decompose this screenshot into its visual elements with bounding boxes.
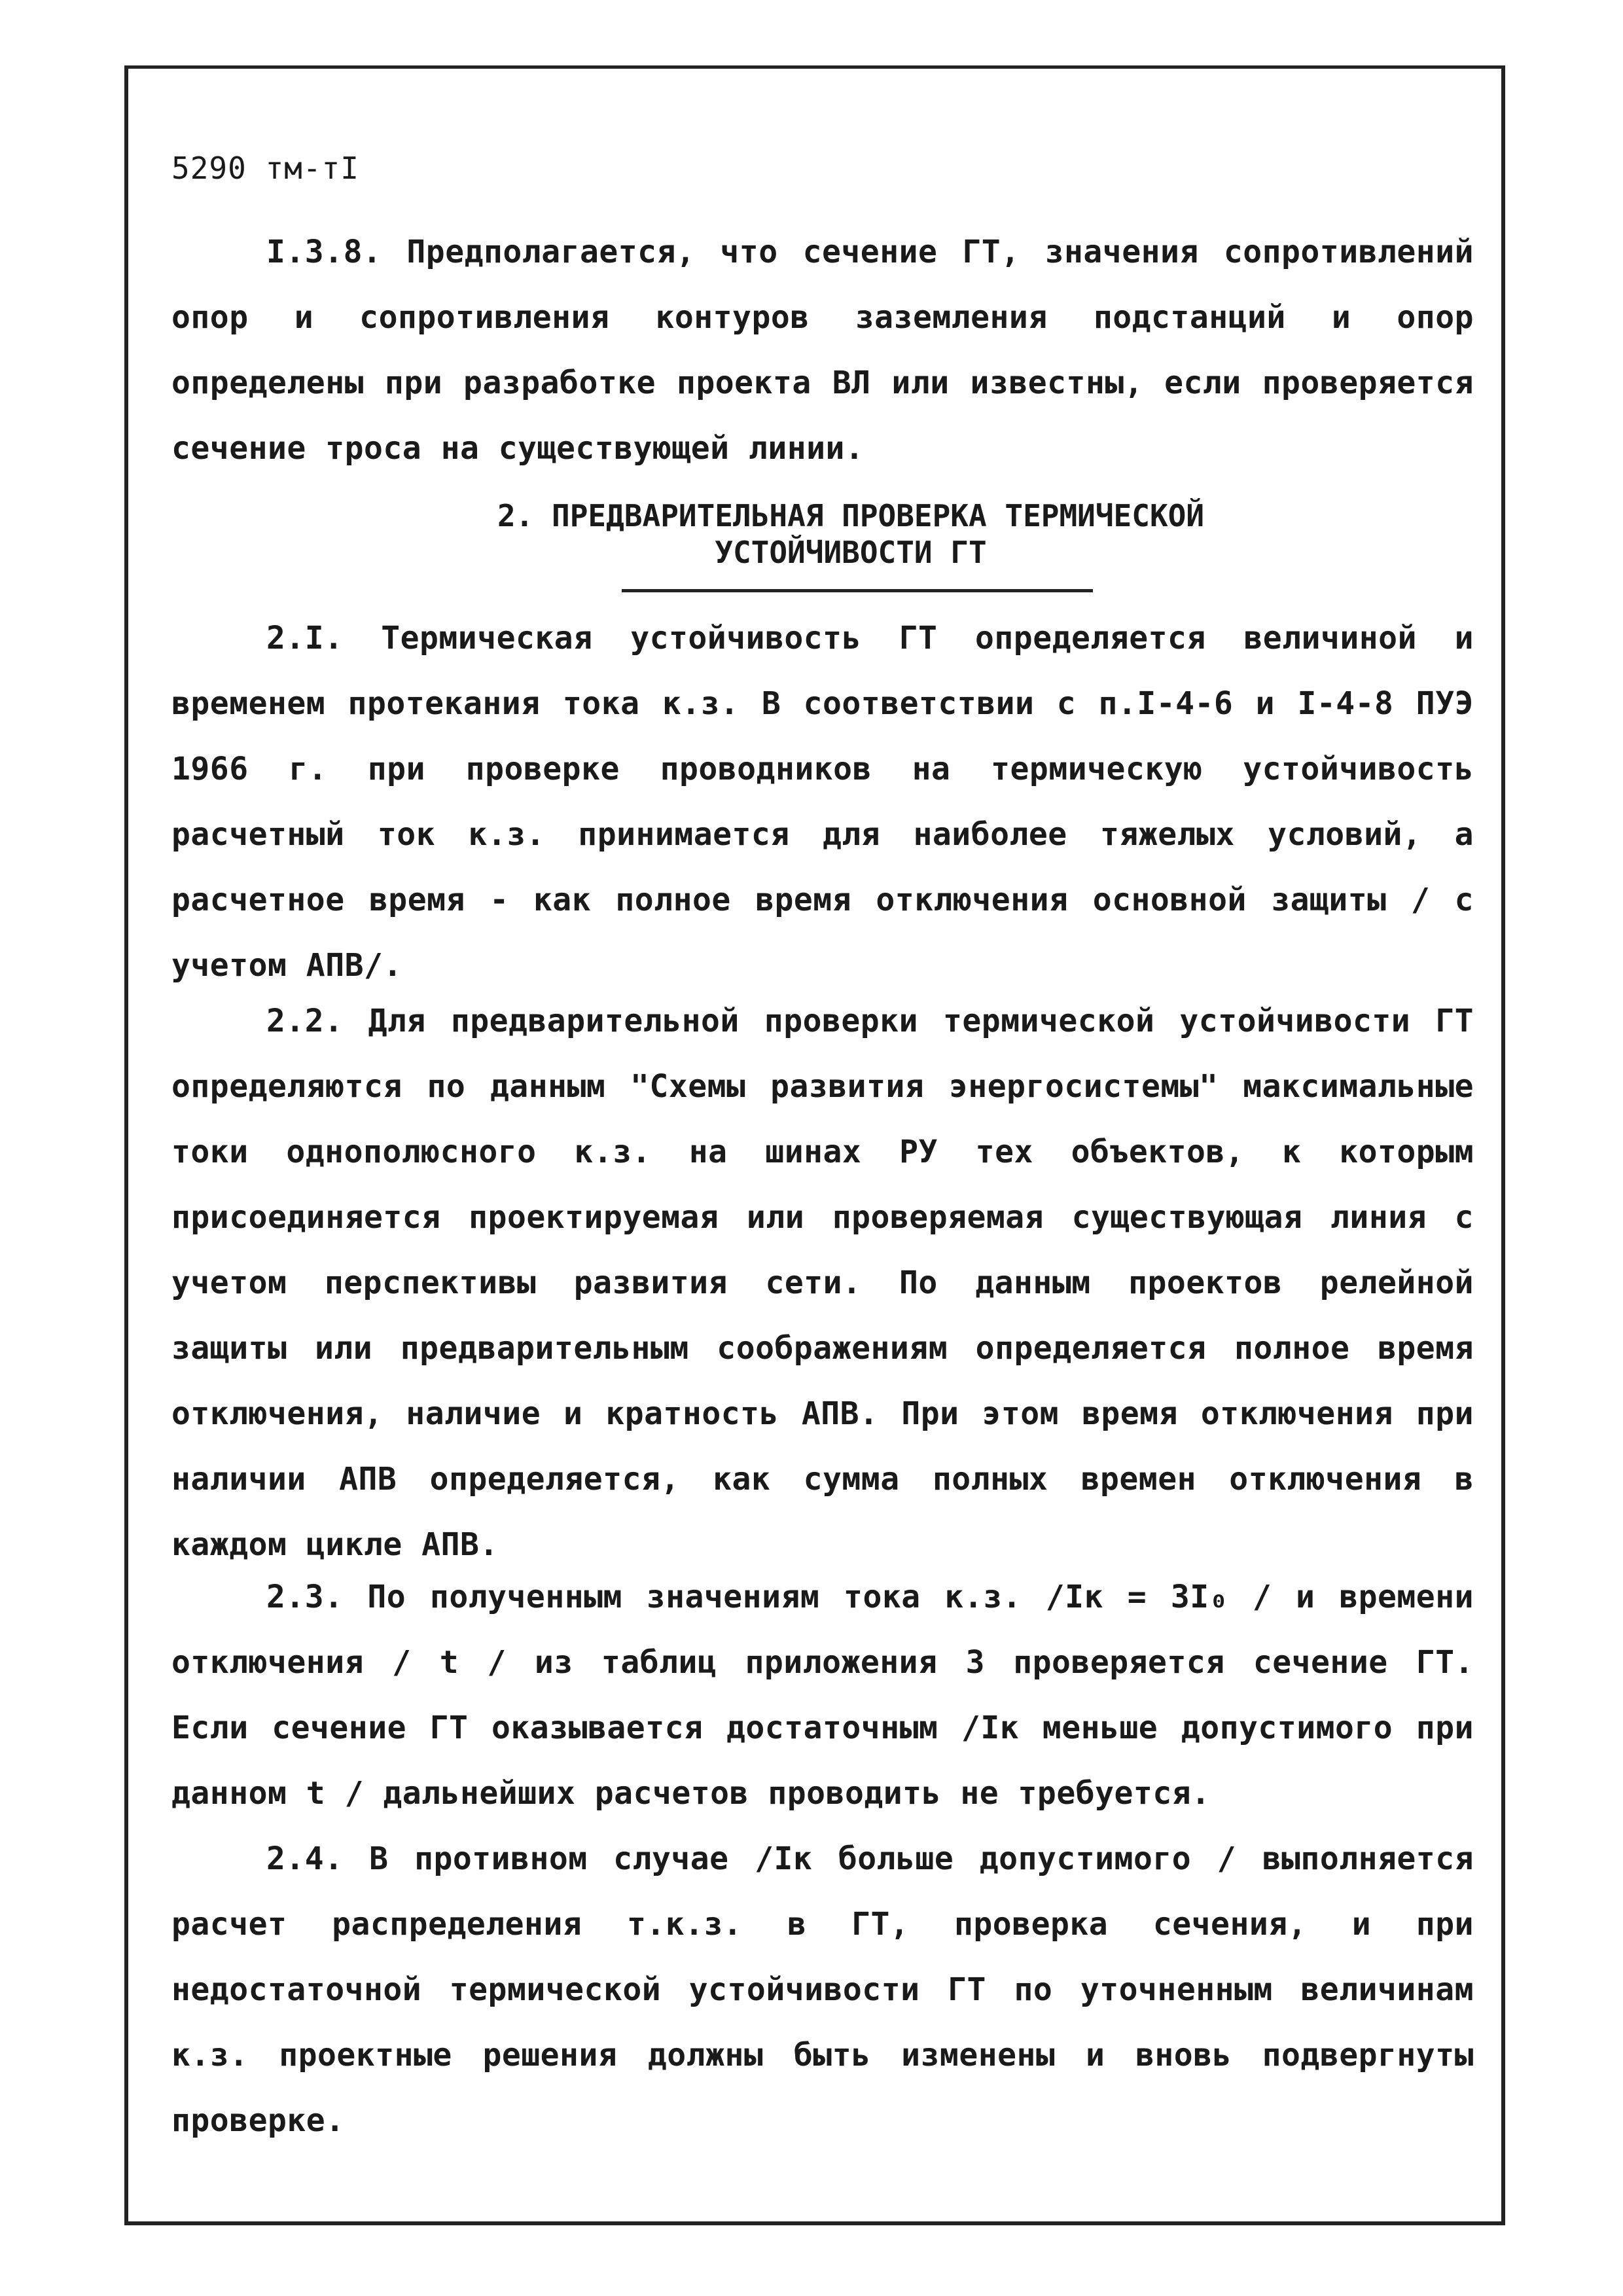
paragraph-2-2: 2.2. Для предварительной проверки термической устойчивости ГТ определяются по данным "Схемы развития энергосистемы" максимальные токи однополюсного к.з. на шинах РУ тех объектов, к которым присоединяется проектируемая или проверяемая существующая линия с учетом перспективы развития сети. По данным проектов релейной защиты или предварительным соображениям определяется полное время отключения, наличие и кратность АПВ. При этом время отключения при наличии АПВ определяется, как сумма полных времен отключения в каждом цикле АПВ. <box>171 1003 1474 1563</box>
document-code: 5290 тм-тI <box>171 151 359 186</box>
paragraph-2-4: 2.4. В противном случае /Iк больше допустимого / выполняется расчет распределения т.к.з. в ГТ, проверка сечения, и при недостаточной термической устойчивости ГТ по уточненным величинам к.з. проектные решения должны быть изменены и вновь подвергнуты проверке. <box>171 1840 1474 2139</box>
paragraph-2-1: 2.I. Термическая устойчивость ГТ определяется величиной и временем протекания тока к.з. В соответствии с п.I-4-6 и I-4-8 ПУЭ 1966 г. при проверке проводников на термическую устойчивость расчетный ток к.з. принимается для наиболее тяжелых условий, а расчетное время - как полное время отключения основной защиты / с учетом АПВ/. <box>171 620 1474 984</box>
heading-underline <box>622 589 1093 592</box>
section-heading-line-2: УСТОЙЧИВОСТИ ГТ <box>715 535 987 570</box>
section-heading <box>458 497 1243 571</box>
section-heading-line-1: 2. ПРЕДВАРИТЕЛЬНАЯ ПРОВЕРКА ТЕРМИЧЕСКОЙ <box>497 498 1205 533</box>
paragraph-1-3-8: I.3.8. Предполагается, что сечение ГТ, значения сопротивлений опор и сопротивления контуров заземления подстанций и опор определены при разработке проекта ВЛ или известны, если проверяется сечение троса на существующей линии. <box>171 234 1474 467</box>
paragraph-2-3: 2.3. По полученным значениям тока к.з. /Iк = 3I₀ / и времени отключения / t / из таблиц приложения 3 проверяется сечение ГТ. Если сечение ГТ оказывается достаточным /Iк меньше допустимого при данном t / дальнейших расчетов проводить не требуется. <box>171 1579 1474 1812</box>
